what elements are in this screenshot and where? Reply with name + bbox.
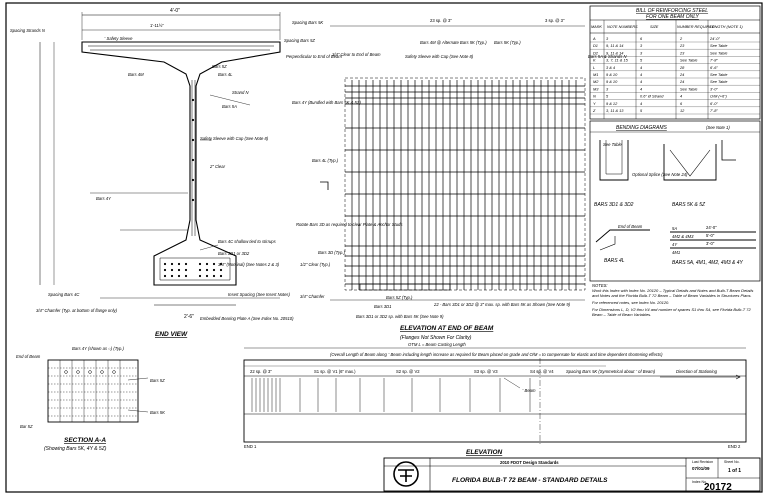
section-subtitle: (Showing Bars 5K, 4Y & 5Z) (44, 446, 107, 452)
label-bars-5k: Bars 5K (Typ.) (494, 40, 521, 45)
bending-m-label-4m2: 4M2 & 4M3 (672, 234, 694, 239)
long-dim-label: OTM L = Beam Casting Length (408, 342, 466, 347)
label-chamfer-elev: 3/4" Chamfer (300, 294, 325, 299)
end-view-dim-top: 4'-0" (170, 8, 180, 14)
label-bars-5a-4: Bars 5A & Strands N (588, 54, 627, 59)
long-elevation-labels (244, 342, 741, 456)
notes (592, 283, 758, 342)
section-bars-5k: Bars 5K (150, 410, 165, 415)
bill-cell: L (593, 64, 596, 70)
end-view-dim-mid: 1'-11½" (150, 23, 164, 28)
tb-sheet-label: Sheet No. (724, 460, 740, 464)
tb-index-label: Index No. (692, 480, 707, 484)
label-safety-sleeve-cap: Safety Sleeve with Cap (See Note 8) (200, 136, 269, 141)
bill-title: BILL OF REINFORCING STEEL (636, 8, 709, 14)
bill-header-length: LENGTH (NOTE 1) (710, 25, 743, 29)
bill-cell: 12 (680, 108, 685, 113)
note-3: For Dimensions L, D, V2 thru V4 and number of spaces S1 thru S4, see Florida Bulb-T 72 Beam – Table of Beam Variables. (592, 307, 751, 317)
section-bar-5z: Bar 5Z (20, 424, 33, 429)
section-end-of-beam: End of Beam (16, 354, 41, 359)
bill-cell: 4 (640, 72, 643, 77)
bill-cell: 6'-0" (710, 100, 718, 106)
bill-cell: See Table (710, 79, 728, 85)
bill-cell: K (593, 57, 596, 63)
bill-cell: 4 (640, 86, 643, 92)
bill-cell: 3, 7, 11 & 15 (606, 57, 628, 63)
bill-subtitle: FOR ONE BEAM ONLY (646, 14, 699, 20)
label-bars-4y-bundled: Bars 4Y (Bundled with Bars 5K & 5Z) (292, 100, 361, 105)
section-aa (48, 360, 148, 422)
label-safety-sleeve: ¨ Safety Sleeve (104, 36, 133, 41)
bill-cell: 5 (640, 108, 643, 113)
bill-cell: D1 (593, 43, 598, 49)
bill-cell: 24 (680, 79, 685, 85)
label-bars-4l-typ: Bars 4L (Typ.) (312, 158, 339, 163)
bill-cell: 23 (680, 50, 685, 56)
long-direction: Direction of Stationing (676, 369, 717, 374)
bill-header-size: SIZE (650, 25, 659, 29)
bill-header-mark: MARK (591, 25, 602, 29)
note-1: Work this Index with Index No. 20120 – Typical Details and Notes and Bulb-T Beam Details and Notes and the Florida Bulb-T 72 Beam – Table of Beam Variables in Structures Plans. (592, 288, 754, 298)
label-bars-4m-alt: Bars 4M @ Alternate Bars 5K (Typ.) (420, 40, 487, 45)
bill-cell: M2 (593, 79, 599, 85)
tb-last-revision-label: Last Revision (692, 460, 714, 464)
long-elevation (244, 348, 746, 446)
label-clear-typ: 1/2" Clear (Typ.) (300, 262, 331, 267)
bill-cell: 3 (640, 50, 643, 56)
long-sp5: S4 sp. @ V4 (530, 369, 554, 374)
label-spacing-5z: Spacing Bars 5Z (284, 38, 315, 43)
bill-cell: 4 (640, 79, 643, 85)
label-embedded-plate: Embedded Bearing Plate A (See Index No. 20510) (200, 316, 294, 321)
bending-end-of-beam: End of Beam (618, 224, 643, 229)
long-sp3: S2 sp. @ V2 (396, 369, 420, 374)
label-rotate: Rotate Bars 3D as required to clear Plate & Anchor Studs (296, 222, 403, 227)
bending-m-label-4y: 4Y (672, 242, 678, 247)
tb-standards: 2010 FDOT Design Standards (500, 460, 559, 465)
bill-cell: 2 (680, 36, 683, 41)
bill-cell: See Table (680, 57, 698, 63)
bill-cell: 3 & 4 (606, 64, 616, 70)
long-sp4: S3 sp. @ V3 (474, 369, 498, 374)
bending-label-4l: BARS 4L (604, 258, 625, 264)
bending-labels (594, 125, 744, 266)
bill-cell: A (593, 36, 596, 41)
bill-cell: 3 (640, 43, 643, 49)
label-perpendicular: Perpendicular to End of Beam (286, 54, 342, 59)
label-bars-5z: Bars 5Z (212, 64, 227, 69)
label-insert-spacing: Insert Spacing (See Insert Notes) (228, 292, 290, 297)
bill-cell: 3 (606, 36, 609, 41)
bill-cell: 6'-6" (710, 64, 718, 70)
bill-cell: 28 (680, 64, 685, 70)
bending-label-5k: BARS 5K & 5Z (672, 202, 706, 208)
label-chamfer: 3/4" Chamfer (Typ. at bottom of flange only) (36, 308, 118, 313)
bill-cell: 3'-0" (710, 86, 718, 92)
end-view-title: END VIEW (155, 331, 188, 338)
label-bars-3d-1: Bars 3D1 (374, 304, 392, 309)
label-bars-3d-typ: Bars 3D (Typ.) (318, 250, 345, 255)
tb-sheet: 1 of 1 (728, 468, 742, 474)
elevation-end-title: ELEVATION AT END OF BEAM (400, 325, 494, 332)
label-bars-5a: Bars 5A (222, 104, 237, 109)
long-symmetric: Spacing Bars 5K (Symmetrical about ¨ of Beam) (566, 369, 656, 374)
bending-see-table: See Table (603, 142, 622, 147)
bending-dim-3: 3'-0" (706, 241, 715, 246)
label-clear-end: 3/4" Clear to End of Beam (332, 52, 381, 57)
bill-cell: 9 & 10 (606, 72, 618, 77)
label-sp-top2: 3 sp. @ 3" (545, 18, 565, 23)
tb-title: FLORIDA BULB-T 72 BEAM - STANDARD DETAILS (452, 477, 608, 484)
bill-cell: Z (593, 108, 596, 113)
bill-cell: 7'-8" (710, 57, 718, 63)
bill-cell: 24'-0" (710, 36, 720, 41)
bill-cell: Y (593, 100, 596, 106)
bill-cell: 24 (680, 72, 685, 77)
label-bars-4y: Bars 4Y (96, 196, 111, 201)
section-bars-4y: Bars 4Y (shown as ○) (Typ.) (72, 346, 124, 351)
long-cl-beam: ¨ Beam (522, 388, 536, 393)
bill-cell: M1 (593, 72, 599, 77)
label-spacing-strands: Spacing Strands N (10, 28, 45, 33)
bending-subtitle: (See Note 1) (706, 125, 730, 130)
bill-cell: 23 (680, 43, 685, 49)
bending-dim-5: 5'-0" (706, 233, 715, 238)
bill-cell: 4 (680, 93, 683, 99)
bill-cell: 9, 11 & 14 (606, 50, 624, 56)
section-bars-5z: Bars 5Z (150, 378, 165, 383)
title-block-text (452, 460, 741, 493)
bill-cell: 5 (640, 57, 643, 63)
section-aa-labels (16, 346, 165, 452)
bending-m-label-5a: 5A (672, 226, 678, 231)
bill-cell: 4 (640, 100, 643, 106)
label-clear: 2" Clear (210, 164, 225, 169)
label-bars-4m: Bars 4M (128, 72, 144, 77)
label-bars-3d-2: Bars 3D1 or 3D2 sp. with Bars 5K (See Note 9) (356, 314, 444, 319)
long-sp2: S1 sp. @ V1 (6" max.) (314, 369, 356, 374)
bill-cell: 9, 11 & 14 (606, 43, 624, 49)
end-view-dim-bottom: 2'-6" (184, 314, 194, 320)
bill-cell: See Table (710, 43, 728, 49)
label-spacing-4c: Spacing Bars 4C (48, 292, 80, 297)
label-bars-4c: Bars 4C shallow tied to stirrups (218, 239, 276, 244)
label-bars-3d: Bars 3D1 or 3D2 (218, 251, 250, 256)
bill-cell: 0.6" Ø Strand (640, 93, 664, 99)
bill-header-notes: NOTE NUMBERS (607, 25, 638, 29)
long-sp1: 22 sp. @ 3" (250, 369, 272, 374)
bill-cell: 4 (640, 64, 643, 70)
bill-cell: 3, 11 & 13 (606, 108, 624, 113)
bill-cell: See Table (710, 50, 728, 56)
note-2: For referenced notes, see Index No. 20120. (592, 300, 670, 305)
sheet-border (6, 3, 762, 492)
label-sleeve-cap: Safety Sleeve with Cap (See Note 8) (405, 54, 474, 59)
label-strand-n: Strand N (232, 90, 249, 95)
bill-cell: D2 (593, 50, 598, 56)
long-overall: (Overall Length of Beam along ¨ Beam including length increase as required for Beam placed on grade and O/M = to compensate for elastic and time dependent shortening effects) (330, 352, 663, 357)
elevation-end (320, 26, 585, 300)
long-end1: END 1 (244, 444, 257, 449)
bill-cell: 6 (640, 36, 643, 41)
tb-index: 20172 (704, 482, 732, 493)
bending-label-5a: BARS 5A, 4M1, 4M2, 4M3 & 4Y (672, 260, 743, 266)
label-sp-top: 23 sp. @ 3" (430, 18, 452, 23)
elevation-end-subtitle: (Flanges Not Shown For Clarity) (400, 335, 472, 341)
bill-cell: See Table (710, 72, 728, 77)
label-spacing-5k: Spacing Bars 5K (292, 20, 324, 25)
long-end2: END 2 (728, 444, 741, 449)
bill-cell: See Table (680, 86, 698, 92)
bending-title: BENDING DIAGRAMS (616, 125, 667, 131)
bill-cell: 5 (606, 93, 609, 99)
bill-cell: 9 & 10 (606, 79, 618, 85)
bill-cell: N (593, 93, 596, 99)
section-title: SECTION A-A (64, 437, 107, 444)
tb-last-revision: 07/01/09 (692, 466, 710, 471)
bending-m-label-4m1: 4M1 (672, 250, 681, 255)
bill-cell: 7'-8" (710, 108, 718, 113)
bill-cell: O/M (+6") (710, 93, 727, 99)
notes-title: NOTES: (592, 283, 608, 288)
long-elevation-title: ELEVATION (466, 449, 503, 456)
bill-cell: 3 (606, 86, 609, 92)
bending-label-3d: BARS 3D1 & 3D2 (594, 202, 634, 208)
bill-table (590, 6, 760, 119)
bill-cell: 6 (680, 100, 683, 106)
bill-header-number: NUMBER REQUIRED (677, 25, 715, 29)
bill-cell: 9 & 12 (606, 100, 618, 106)
label-bars-4l: Bars 4L (218, 72, 233, 77)
label-spacing-note: 22 - Bars 3D1 or 3D2 @ 3" max. sp. with Bars 5K as Shown (See Note 9) (434, 302, 571, 307)
label-bars-5z-typ: Bars 5Z (Typ.) (386, 295, 413, 300)
bill-cell: M3 (593, 86, 599, 92)
bending-optional-splice: Optional Splice (See Note 24) (632, 172, 688, 177)
bending-dim-24: 24'-0" (706, 225, 717, 230)
label-nominal: 3/4" (Nominal) (See Notes 2 & 3) (218, 262, 280, 267)
